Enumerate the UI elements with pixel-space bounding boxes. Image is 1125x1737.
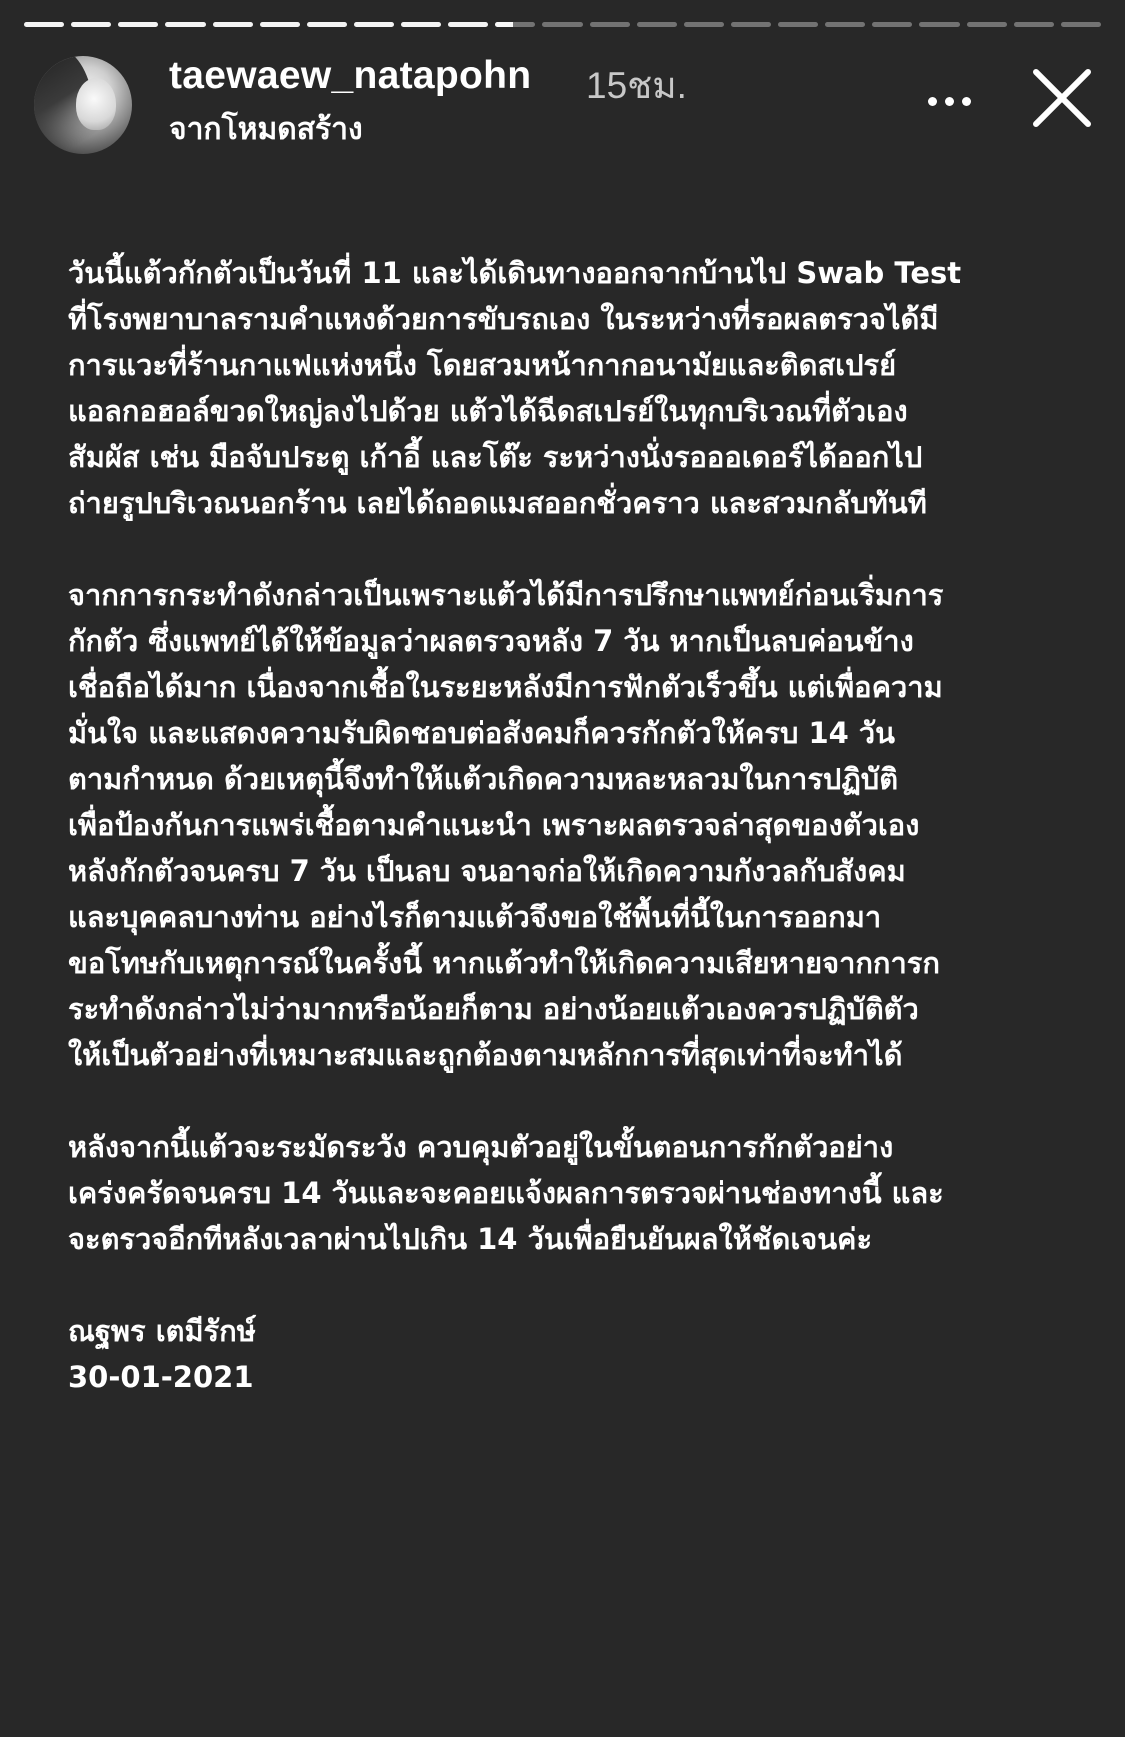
progress-segment [307, 22, 347, 27]
progress-segment [919, 22, 959, 27]
progress-segment [495, 22, 535, 27]
text-line: เชื่อถือได้มาก เนื่องจากเชื้อในระยะหลังมีการฟักตัวเร็วขึ้น แต่เพื่อความ [68, 670, 943, 704]
more-options-icon [945, 97, 954, 106]
text-line: และบุคคลบางท่าน อย่างไรก็ตามแต้วจึงขอใช้พื้นที่นี้ในการออกมา [68, 900, 882, 934]
progress-segment [260, 22, 300, 27]
username[interactable]: taewaew_natapohn [169, 54, 532, 97]
progress-segment [401, 22, 441, 27]
avatar[interactable] [34, 56, 132, 154]
text-line: เพื่อป้องกันการแพร่เชื้อตามคำแนะนำ เพราะผลตรวจล่าสุดของตัวเอง [68, 808, 920, 842]
text-line: จะตรวจอีกทีหลังเวลาผ่านไปเกิน 14 วันเพื่อยืนยันผลให้ชัดเจนค่ะ [68, 1222, 873, 1256]
progress-segment [825, 22, 865, 27]
text-line: หลังกักตัวจนครบ 7 วัน เป็นลบ จนอาจก่อให้เกิดความกังวลกับสังคม [68, 854, 906, 888]
progress-segment [684, 22, 724, 27]
progress-segment [448, 22, 488, 27]
signature-date: 30-01-2021 [68, 1360, 254, 1394]
story-header [34, 50, 1101, 160]
progress-segment [1014, 22, 1054, 27]
more-options-icon [928, 97, 937, 106]
more-options-icon [962, 97, 971, 106]
story-progress-bar [24, 22, 1101, 27]
signature-name: ณฐพร เตมีรักษ์ [68, 1314, 256, 1348]
progress-segment [872, 22, 912, 27]
avatar-face [76, 78, 116, 130]
progress-segment [542, 22, 582, 27]
text-line: ขอโทษกับเหตุการณ์ในครั้งนี้ หากแต้วทำให้เกิดความเสียหายจากการก [68, 946, 940, 980]
post-time: 15ชม. [586, 65, 687, 106]
progress-segment-fill [495, 22, 513, 27]
text-line: จากการกระทำดังกล่าวเป็นเพราะแต้วได้มีการปรึกษาแพทย์ก่อนเริ่มการ [68, 578, 944, 612]
more-options-button[interactable] [914, 76, 984, 126]
text-line: หลังจากนี้แต้วจะระมัดระวัง ควบคุมตัวอยู่ในขั้นตอนการกักตัวอย่าง [68, 1130, 894, 1164]
progress-segment [731, 22, 771, 27]
text-line: เคร่งครัดจนครบ 14 วันและจะคอยแจ้งผลการตรวจผ่านช่องทางนี้ และ [68, 1176, 944, 1210]
text-line: การแวะที่ร้านกาแฟแห่งหนึ่ง โดยสวมหน้ากากอนามัยและติดสเปรย์ [68, 348, 897, 382]
text-line: ที่โรงพยาบาลรามคำแหงด้วยการขับรถเอง ในระหว่างที่รอผลตรวจได้มี [68, 302, 939, 336]
text-line: ตามกำหนด ด้วยเหตุนี้จึงทำให้แต้วเกิดความหละหลวมในการปฏิบัติ [68, 762, 899, 796]
paragraph-1 [68, 250, 1068, 526]
text-line: มั่นใจ และแสดงความรับผิดชอบต่อสังคมก็ควรกักตัวให้ครบ 14 วัน [68, 716, 896, 750]
text-line: แอลกอฮอล์ขวดใหญ่ลงไปด้วย แต้วได้ฉีดสเปรย์ในทุกบริเวณที่ตัวเอง [68, 394, 908, 428]
progress-segment [354, 22, 394, 27]
progress-segment [637, 22, 677, 27]
progress-segment [213, 22, 253, 27]
progress-segment [1061, 22, 1101, 27]
progress-segment [24, 22, 64, 27]
text-line: ระทำดังกล่าวไม่ว่ามากหรือน้อยก็ตาม อย่างน้อยแต้วเองควรปฏิบัติตัว [68, 992, 919, 1026]
progress-segment [590, 22, 630, 27]
progress-segment [165, 22, 205, 27]
paragraph-3 [68, 1124, 1068, 1262]
signature-block [68, 1308, 1068, 1400]
progress-segment [967, 22, 1007, 27]
text-line: สัมผัส เช่น มือจับประตู เก้าอี้ และโต๊ะ ระหว่างนั่งรอออเดอร์ได้ออกไป [68, 440, 923, 474]
text-line: ให้เป็นตัวอย่างที่เหมาะสมและถูกต้องตามหลักการที่สุดเท่าที่จะทำได้ [68, 1038, 903, 1072]
progress-segment [778, 22, 818, 27]
paragraph-2 [68, 572, 1068, 1078]
close-icon [1024, 60, 1100, 136]
progress-segment [71, 22, 111, 27]
close-button[interactable] [1024, 60, 1100, 136]
story-source-label[interactable]: จากโหมดสร้าง [169, 112, 363, 147]
text-line: กักตัว ซึ่งแพทย์ได้ให้ข้อมูลว่าผลตรวจหลัง 7 วัน หากเป็นลบค่อนข้าง [68, 624, 914, 658]
story-text-content [68, 250, 1068, 1400]
text-line: วันนี้แต้วกักตัวเป็นวันที่ 11 และได้เดินทางออกจากบ้านไป Swab Test [68, 256, 962, 290]
text-line: ถ่ายรูปบริเวณนอกร้าน เลยได้ถอดแมสออกชั่วคราว และสวมกลับทันที [68, 486, 927, 520]
progress-segment [118, 22, 158, 27]
